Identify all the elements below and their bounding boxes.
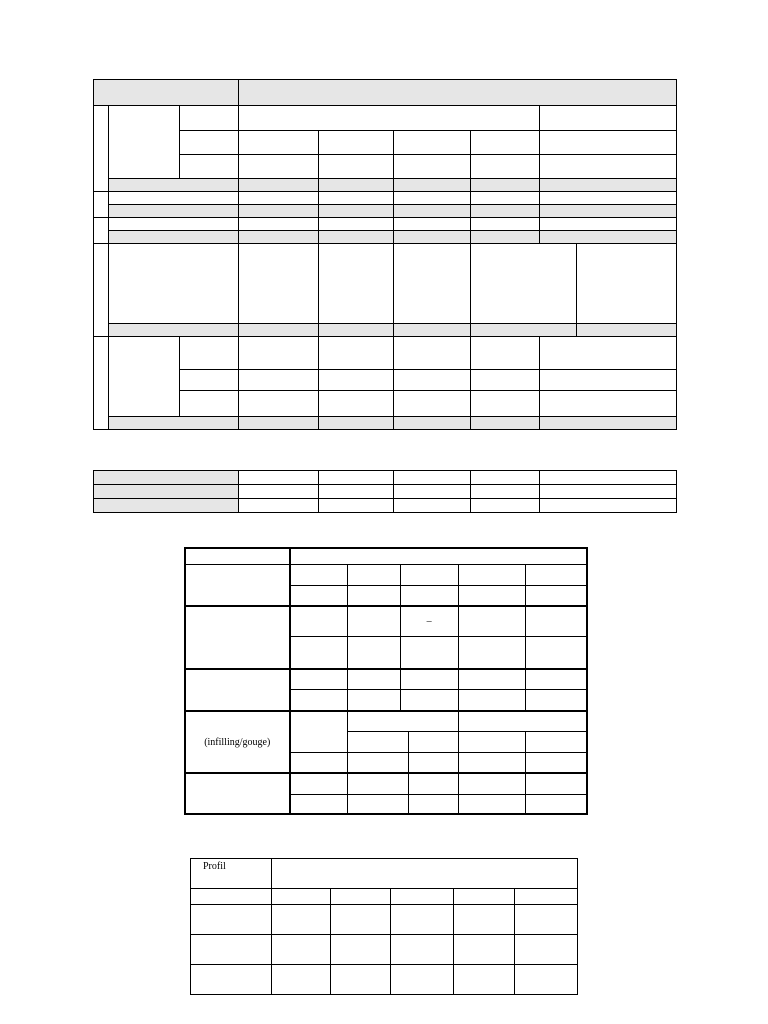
cell — [471, 155, 540, 179]
group-cell — [94, 337, 109, 430]
cell — [180, 370, 239, 391]
cell — [394, 155, 471, 179]
cell — [458, 585, 525, 606]
rating-cell — [394, 231, 471, 244]
cell — [348, 711, 459, 731]
cell — [239, 131, 319, 155]
cell — [526, 585, 587, 606]
cell — [526, 669, 587, 689]
cell — [394, 192, 471, 205]
cell — [458, 794, 525, 814]
rating-cell — [394, 205, 471, 218]
cell — [400, 669, 458, 689]
cell — [471, 218, 540, 231]
cell — [319, 391, 394, 417]
rating-cell — [239, 179, 319, 192]
cell — [239, 192, 319, 205]
row-label — [94, 471, 239, 485]
cell — [331, 935, 391, 965]
cell — [408, 731, 458, 752]
cell — [526, 564, 587, 585]
rating-cell — [109, 231, 239, 244]
cell — [400, 689, 458, 711]
rating-cell — [239, 231, 319, 244]
cell — [394, 485, 471, 499]
rating-cell — [540, 231, 677, 244]
cell — [191, 889, 272, 905]
cell — [458, 564, 525, 585]
param-cell — [185, 564, 290, 606]
cell — [540, 337, 677, 370]
cell — [458, 689, 525, 711]
row-label — [94, 499, 239, 513]
cell — [239, 155, 319, 179]
cell — [180, 131, 239, 155]
cell — [394, 370, 471, 391]
cell — [540, 391, 677, 417]
rating-cell — [471, 179, 540, 192]
cell — [515, 905, 578, 935]
cell — [526, 794, 587, 814]
cell — [540, 485, 677, 499]
cell — [471, 244, 577, 324]
cell — [540, 192, 677, 205]
rating-cell — [577, 324, 677, 337]
cell — [272, 935, 331, 965]
rating-cell — [239, 205, 319, 218]
rating-cell — [471, 231, 540, 244]
dash-text: – — [426, 615, 432, 627]
cell — [515, 889, 578, 905]
rating-cell — [109, 179, 239, 192]
rating-cell — [109, 417, 239, 430]
cell — [109, 244, 239, 324]
cell — [391, 905, 454, 935]
cell — [239, 218, 319, 231]
cell — [526, 773, 587, 794]
rating-cell — [540, 205, 677, 218]
cell — [272, 905, 331, 935]
cell — [471, 499, 540, 513]
cell — [540, 155, 677, 179]
cell — [394, 471, 471, 485]
cell — [458, 731, 525, 752]
cell — [319, 499, 394, 513]
cell — [471, 337, 540, 370]
cell — [526, 606, 587, 636]
cell — [239, 370, 319, 391]
rating-summary-table — [93, 470, 677, 513]
cell — [526, 689, 587, 711]
cell — [540, 131, 677, 155]
cell — [458, 669, 525, 689]
cell — [272, 889, 331, 905]
cell — [391, 889, 454, 905]
row-label — [94, 485, 239, 499]
group-cell — [94, 192, 109, 218]
cell — [319, 370, 394, 391]
cell — [109, 218, 239, 231]
infilling-param-cell — [185, 711, 290, 773]
cell — [400, 585, 458, 606]
cell — [348, 752, 408, 773]
rating-cell — [319, 231, 394, 244]
cell — [471, 192, 540, 205]
cell — [540, 106, 677, 131]
cell — [180, 391, 239, 417]
profile-header-cell — [191, 859, 272, 889]
header-cell — [239, 80, 677, 106]
cell — [331, 965, 391, 995]
cell — [239, 499, 319, 513]
cell — [471, 370, 540, 391]
cell — [471, 131, 540, 155]
rating-cell — [471, 205, 540, 218]
rating-cell — [109, 205, 239, 218]
cell — [400, 564, 458, 585]
cell — [191, 905, 272, 935]
joint-condition-table — [184, 547, 588, 815]
cell — [319, 218, 394, 231]
rating-cell — [471, 324, 577, 337]
cell — [319, 485, 394, 499]
infilling-label: (infilling/gouge) — [204, 736, 271, 748]
cell — [319, 337, 394, 370]
cell — [454, 905, 515, 935]
cell — [408, 773, 458, 794]
cell — [290, 773, 348, 794]
rating-cell — [394, 179, 471, 192]
cell — [454, 935, 515, 965]
cell — [348, 731, 408, 752]
rating-cell — [540, 417, 677, 430]
cell — [290, 794, 348, 814]
cell — [348, 564, 400, 585]
cell — [290, 585, 348, 606]
cell — [540, 499, 677, 513]
cell — [319, 471, 394, 485]
cell — [348, 689, 400, 711]
cell — [458, 606, 525, 636]
header-cell — [94, 80, 239, 106]
cell — [290, 564, 348, 585]
cell — [458, 773, 525, 794]
cell — [239, 391, 319, 417]
cell — [319, 192, 394, 205]
cell — [348, 585, 400, 606]
cell — [394, 391, 471, 417]
param-cell — [185, 669, 290, 711]
rating-cell — [239, 417, 319, 430]
cell — [180, 155, 239, 179]
cell — [290, 752, 348, 773]
cell — [394, 131, 471, 155]
cell — [348, 669, 400, 689]
cell — [191, 965, 272, 995]
cell — [290, 669, 348, 689]
cell — [290, 711, 348, 752]
cell — [272, 965, 331, 995]
cell — [471, 485, 540, 499]
rating-cell — [109, 324, 239, 337]
cell — [526, 752, 587, 773]
cell — [239, 106, 540, 131]
cell — [331, 889, 391, 905]
cell — [319, 244, 394, 324]
cell — [471, 391, 540, 417]
cell — [239, 337, 319, 370]
cell — [290, 689, 348, 711]
subgroup-cell — [109, 106, 180, 179]
dash-cell — [400, 606, 458, 636]
cell — [348, 794, 408, 814]
param-cell — [185, 606, 290, 669]
cell — [394, 244, 471, 324]
cell — [540, 218, 677, 231]
rating-cell — [319, 417, 394, 430]
cell — [458, 711, 587, 731]
cell — [577, 244, 677, 324]
rating-cell — [319, 324, 394, 337]
cell — [454, 965, 515, 995]
cell — [239, 244, 319, 324]
cell — [180, 106, 239, 131]
cell — [454, 889, 515, 905]
cell — [458, 752, 525, 773]
cell — [458, 636, 525, 669]
cell — [394, 337, 471, 370]
cell — [515, 965, 578, 995]
cell — [526, 731, 587, 752]
cell — [391, 965, 454, 995]
cell — [319, 131, 394, 155]
rating-cell — [394, 417, 471, 430]
header-cell — [290, 548, 588, 564]
classification-table — [93, 79, 677, 430]
cell — [290, 636, 348, 669]
cell — [331, 905, 391, 935]
cell — [471, 471, 540, 485]
cell — [540, 471, 677, 485]
rating-cell — [319, 205, 394, 218]
cell — [408, 794, 458, 814]
cell — [348, 773, 408, 794]
profile-label: Profil — [203, 861, 226, 872]
group-cell — [94, 244, 109, 337]
cell — [394, 218, 471, 231]
cell — [290, 606, 348, 636]
cell — [239, 485, 319, 499]
cell — [400, 636, 458, 669]
group-cell — [94, 106, 109, 192]
cell — [180, 337, 239, 370]
cell — [109, 192, 239, 205]
cell — [191, 935, 272, 965]
rating-cell — [540, 179, 677, 192]
cell — [515, 935, 578, 965]
cell — [391, 935, 454, 965]
cell — [540, 370, 677, 391]
cell — [348, 606, 400, 636]
header-cell — [272, 859, 578, 889]
cell — [408, 752, 458, 773]
cell — [526, 636, 587, 669]
rating-cell — [394, 324, 471, 337]
group-cell — [94, 218, 109, 244]
rating-cell — [471, 417, 540, 430]
cell — [394, 499, 471, 513]
rating-cell — [239, 324, 319, 337]
cell — [348, 636, 400, 669]
rating-cell — [319, 179, 394, 192]
cell — [239, 471, 319, 485]
subgroup-cell — [109, 337, 180, 417]
param-cell — [185, 773, 290, 814]
header-cell — [185, 548, 290, 564]
cell — [319, 155, 394, 179]
profile-table — [190, 858, 578, 995]
